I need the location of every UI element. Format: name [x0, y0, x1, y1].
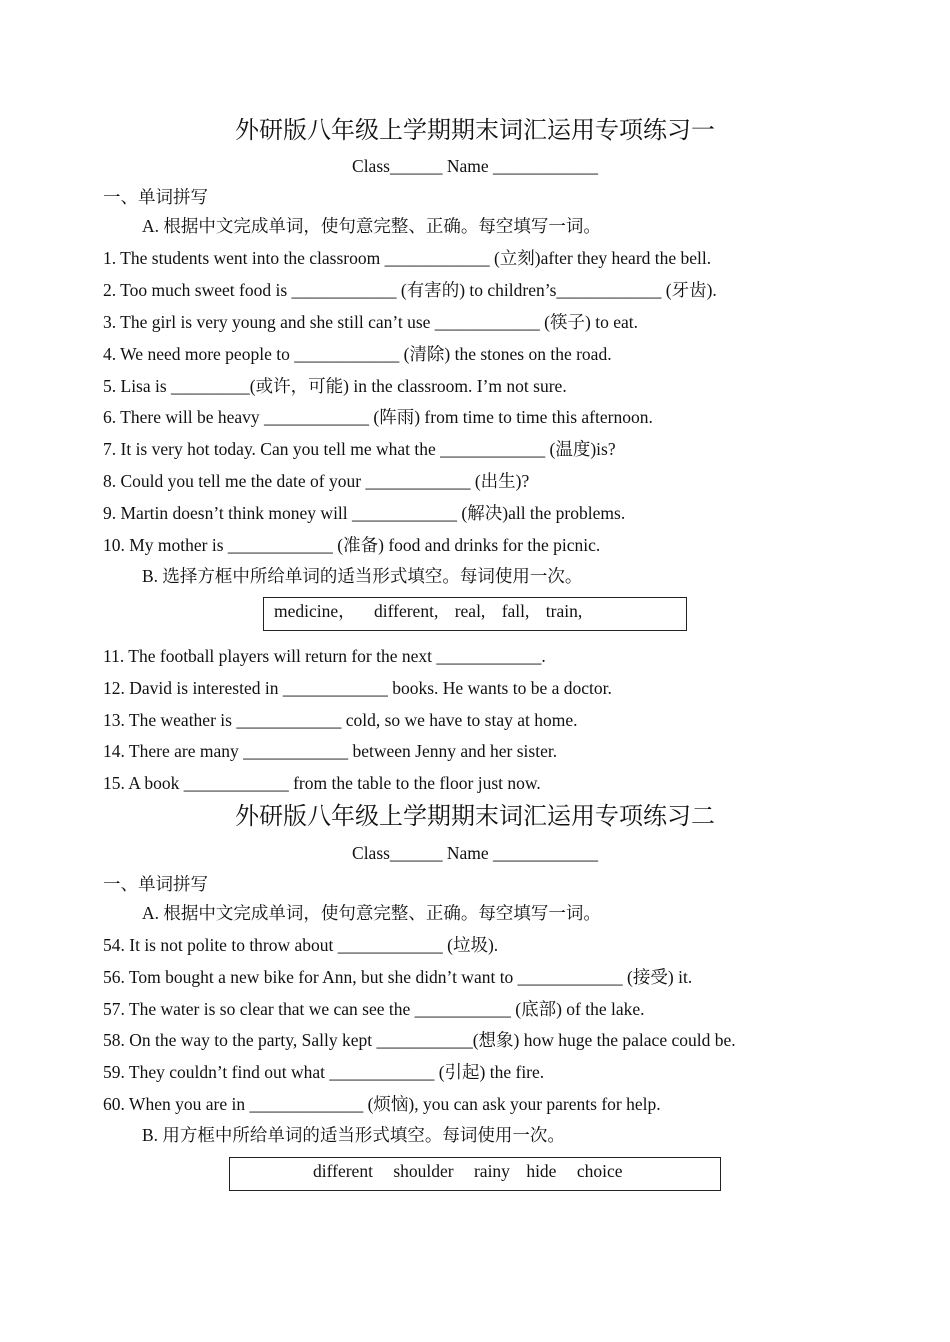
word-box-item: rainy [473, 1161, 510, 1181]
section-heading-1: 一、单词拼写 [103, 187, 208, 207]
question-56: 56. Tom bought a new bike for Ann, but she didn’t want to ____________ (接受) it. [103, 967, 693, 987]
question-8: 8. Could you tell me the date of your ____________ (出生)? [103, 471, 530, 491]
instruction-a-2: A. 根据中文完成单词，使句意完整、正确。每空填写一词。 [142, 903, 601, 923]
question-13: 13. The weather is ____________ cold, so we have to stay at home. [103, 710, 578, 730]
word-box-item: train, [545, 601, 583, 621]
instruction-b-1: B. 选择方框中所给单词的适当形式填空。每词使用一次。 [142, 566, 583, 586]
word-box-item: shoulder [393, 1161, 454, 1181]
word-box-item: different, [374, 601, 439, 621]
question-10: 10. My mother is ____________ (准备) food and drinks for the picnic. [103, 535, 601, 555]
question-58: 58. On the way to the party, Sally kept ___________(想象) how huge the palace could be. [103, 1030, 736, 1050]
question-59: 59. They couldn’t find out what ____________ (引起) the fire. [103, 1062, 545, 1082]
word-box-2 [229, 1157, 721, 1191]
class-name-line-1: Class______ Name ____________ [352, 156, 598, 176]
worksheet-title-1: 外研版八年级上学期期末词汇运用专项练习一 [235, 118, 715, 144]
worksheet-title-2: 外研版八年级上学期期末词汇运用专项练习二 [235, 804, 715, 830]
question-9: 9. Martin doesn’t think money will ____________ (解决)all the problems. [103, 503, 626, 523]
word-box-item: different [313, 1161, 373, 1181]
question-7: 7. It is very hot today. Can you tell me what the ____________ (温度)is? [103, 439, 616, 459]
question-2: 2. Too much sweet food is ____________ (有害的) to children’s____________ (牙齿). [103, 280, 717, 300]
word-box-item: fall, [501, 601, 530, 621]
instruction-b-2: B. 用方框中所给单词的适当形式填空。每词使用一次。 [142, 1125, 565, 1145]
question-11: 11. The football players will return for the next ____________. [103, 646, 546, 666]
question-14: 14. There are many ____________ between Jenny and her sister. [103, 741, 558, 761]
question-5: 5. Lisa is _________(或许，可能) in the classroom. I’m not sure. [103, 376, 567, 396]
instruction-a-1: A. 根据中文完成单词，使句意完整、正确。每空填写一词。 [142, 216, 601, 236]
question-15: 15. A book ____________ from the table to the floor just now. [103, 773, 541, 793]
word-box-item: real, [454, 601, 486, 621]
word-box-item: medicine， [274, 601, 356, 621]
question-60: 60. When you are in _____________ (烦恼), you can ask your parents for help. [103, 1094, 661, 1114]
question-12: 12. David is interested in ____________ books. He wants to be a doctor. [103, 678, 612, 698]
question-6: 6. There will be heavy ____________ (阵雨) from time to time this afternoon. [103, 407, 653, 427]
question-4: 4. We need more people to ____________ (清除) the stones on the road. [103, 344, 612, 364]
question-1: 1. The students went into the classroom ____________ (立刻)after they heard the bell. [103, 248, 712, 268]
word-box-1 [263, 597, 687, 631]
word-box-item: hide [526, 1161, 557, 1181]
question-54: 54. It is not polite to throw about ____________ (垃圾). [103, 935, 499, 955]
class-name-line-2: Class______ Name ____________ [352, 843, 598, 863]
question-3: 3. The girl is very young and she still can’t use ____________ (筷子) to eat. [103, 312, 638, 332]
word-box-item: choice [576, 1161, 623, 1181]
section-heading-2: 一、单词拼写 [103, 874, 208, 894]
question-57: 57. The water is so clear that we can see the ___________ (底部) of the lake. [103, 999, 645, 1019]
